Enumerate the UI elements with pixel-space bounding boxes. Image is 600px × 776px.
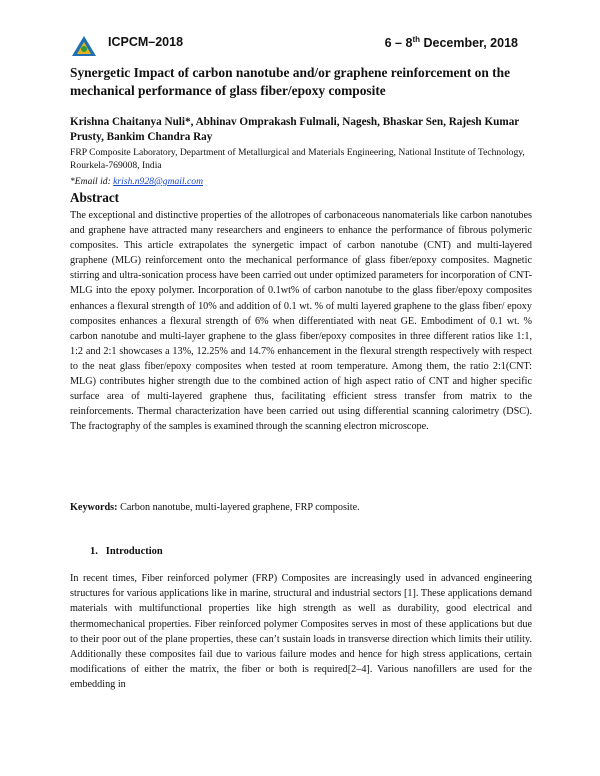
email-link[interactable]: krish.n928@gmail.com [113,176,204,187]
keywords-line [70,500,532,515]
email-label: *Email id: [70,176,114,187]
introduction-body: In recent times, Fiber reinforced polymer (FRP) Composites are increasingly used in advanced engineering structures for various applications like in marine, structural and industrial sectors [1]. These applications demand materials with multifunctional properties like high strength as well as durability, good electrical and thermomechanical properties. Fiber reinforced polymer Composites serves in most of these applications but due to their poor out of the plane properties, these can’t sustain loads in transverse direction which limits their utility. Additionally these composites fail due to various failure modes and hence for high stress applications, certain modifications of either the matrix, the fiber or both is required[2–4]. Various nanofillers are used for the embedding in [70,573,532,691]
paper-title: Synergetic Impact of carbon nanotube and/or graphene reinforcement on the mechanical performance of glass fiber/epoxy composite [70,65,511,98]
affiliation: FRP Composite Laboratory, Department of Metallurgical and Materials Engineering, National Institute of Technology, Rourkela-769008, India [70,147,525,171]
abstract-body: The exceptional and distinctive properties of the allotropes of carbonaceous nanomaterials like carbon nanotubes and graphene have attracted many researchers and engineers to enhance the performance of fibrous polymeric composites. This article extrapolates the synergetic impact of carbon nanotube (CNT) and multi-layered graphene (MLG) reinforcement onto the mechanical performance of glass fiber/epoxy composites. Magnetic stirring and ultra-sonication process have been carried out under optimized parameters for incorporation of CNT-MLG into the epoxy polymer. Incorporation of 0.1wt% of carbon nanotube to the glass fiber/epoxy composites enhances a flexural strength of 10% and addition of 0.1 wt. % of multi layered graphene to the glass fiber/ epoxy composites enhances a flexural strength of 6% when differentiated with neat GE. Embodiment of 0.1 wt. % carbon nanotube and multi-layer graphene to the glass fiber/epoxy composites in three different ratios like 1:1, 1:2 and 2:1 showcases a 13%, 12.25% and 14.7% enhancement in the flexural strength respectively with respect to the neat glass fiber/epoxy composites when tested at room temperature. Among them, the ratio 2:1(CNT: MLG) contributes higher strength due to the combined action of high aspect ratio of CNT and higher specific surface area of multi-layered graphene thus, facilitating efficient stress transfer from matrix to the reinforcements. Thermal characterization have been carried out using differential scanning calorimetry (DSC). The fractography of the samples is examined through the scanning electron microscope. [70,210,532,433]
keywords-label: Keywords: [70,502,118,513]
introduction-heading: 1. Introduction [90,546,163,557]
keywords-text: Carbon nanotube, multi-layered graphene, FRP composite. [117,502,360,513]
conference-date: 6 – 8th December, 2018 [384,35,518,51]
email-line [70,176,203,187]
conference-name: ICPCM–2018 [108,35,184,49]
conference-logo-icon [70,34,98,58]
author-list: Krishna Chaitanya Nuli*, Abhinav Omprakash Fulmali, Nagesh, Bhaskar Sen, Rajesh Kumar Prusty, Bankim Chandra Ray [70,116,520,143]
conference-header [70,30,532,60]
abstract-heading: Abstract [70,190,120,205]
